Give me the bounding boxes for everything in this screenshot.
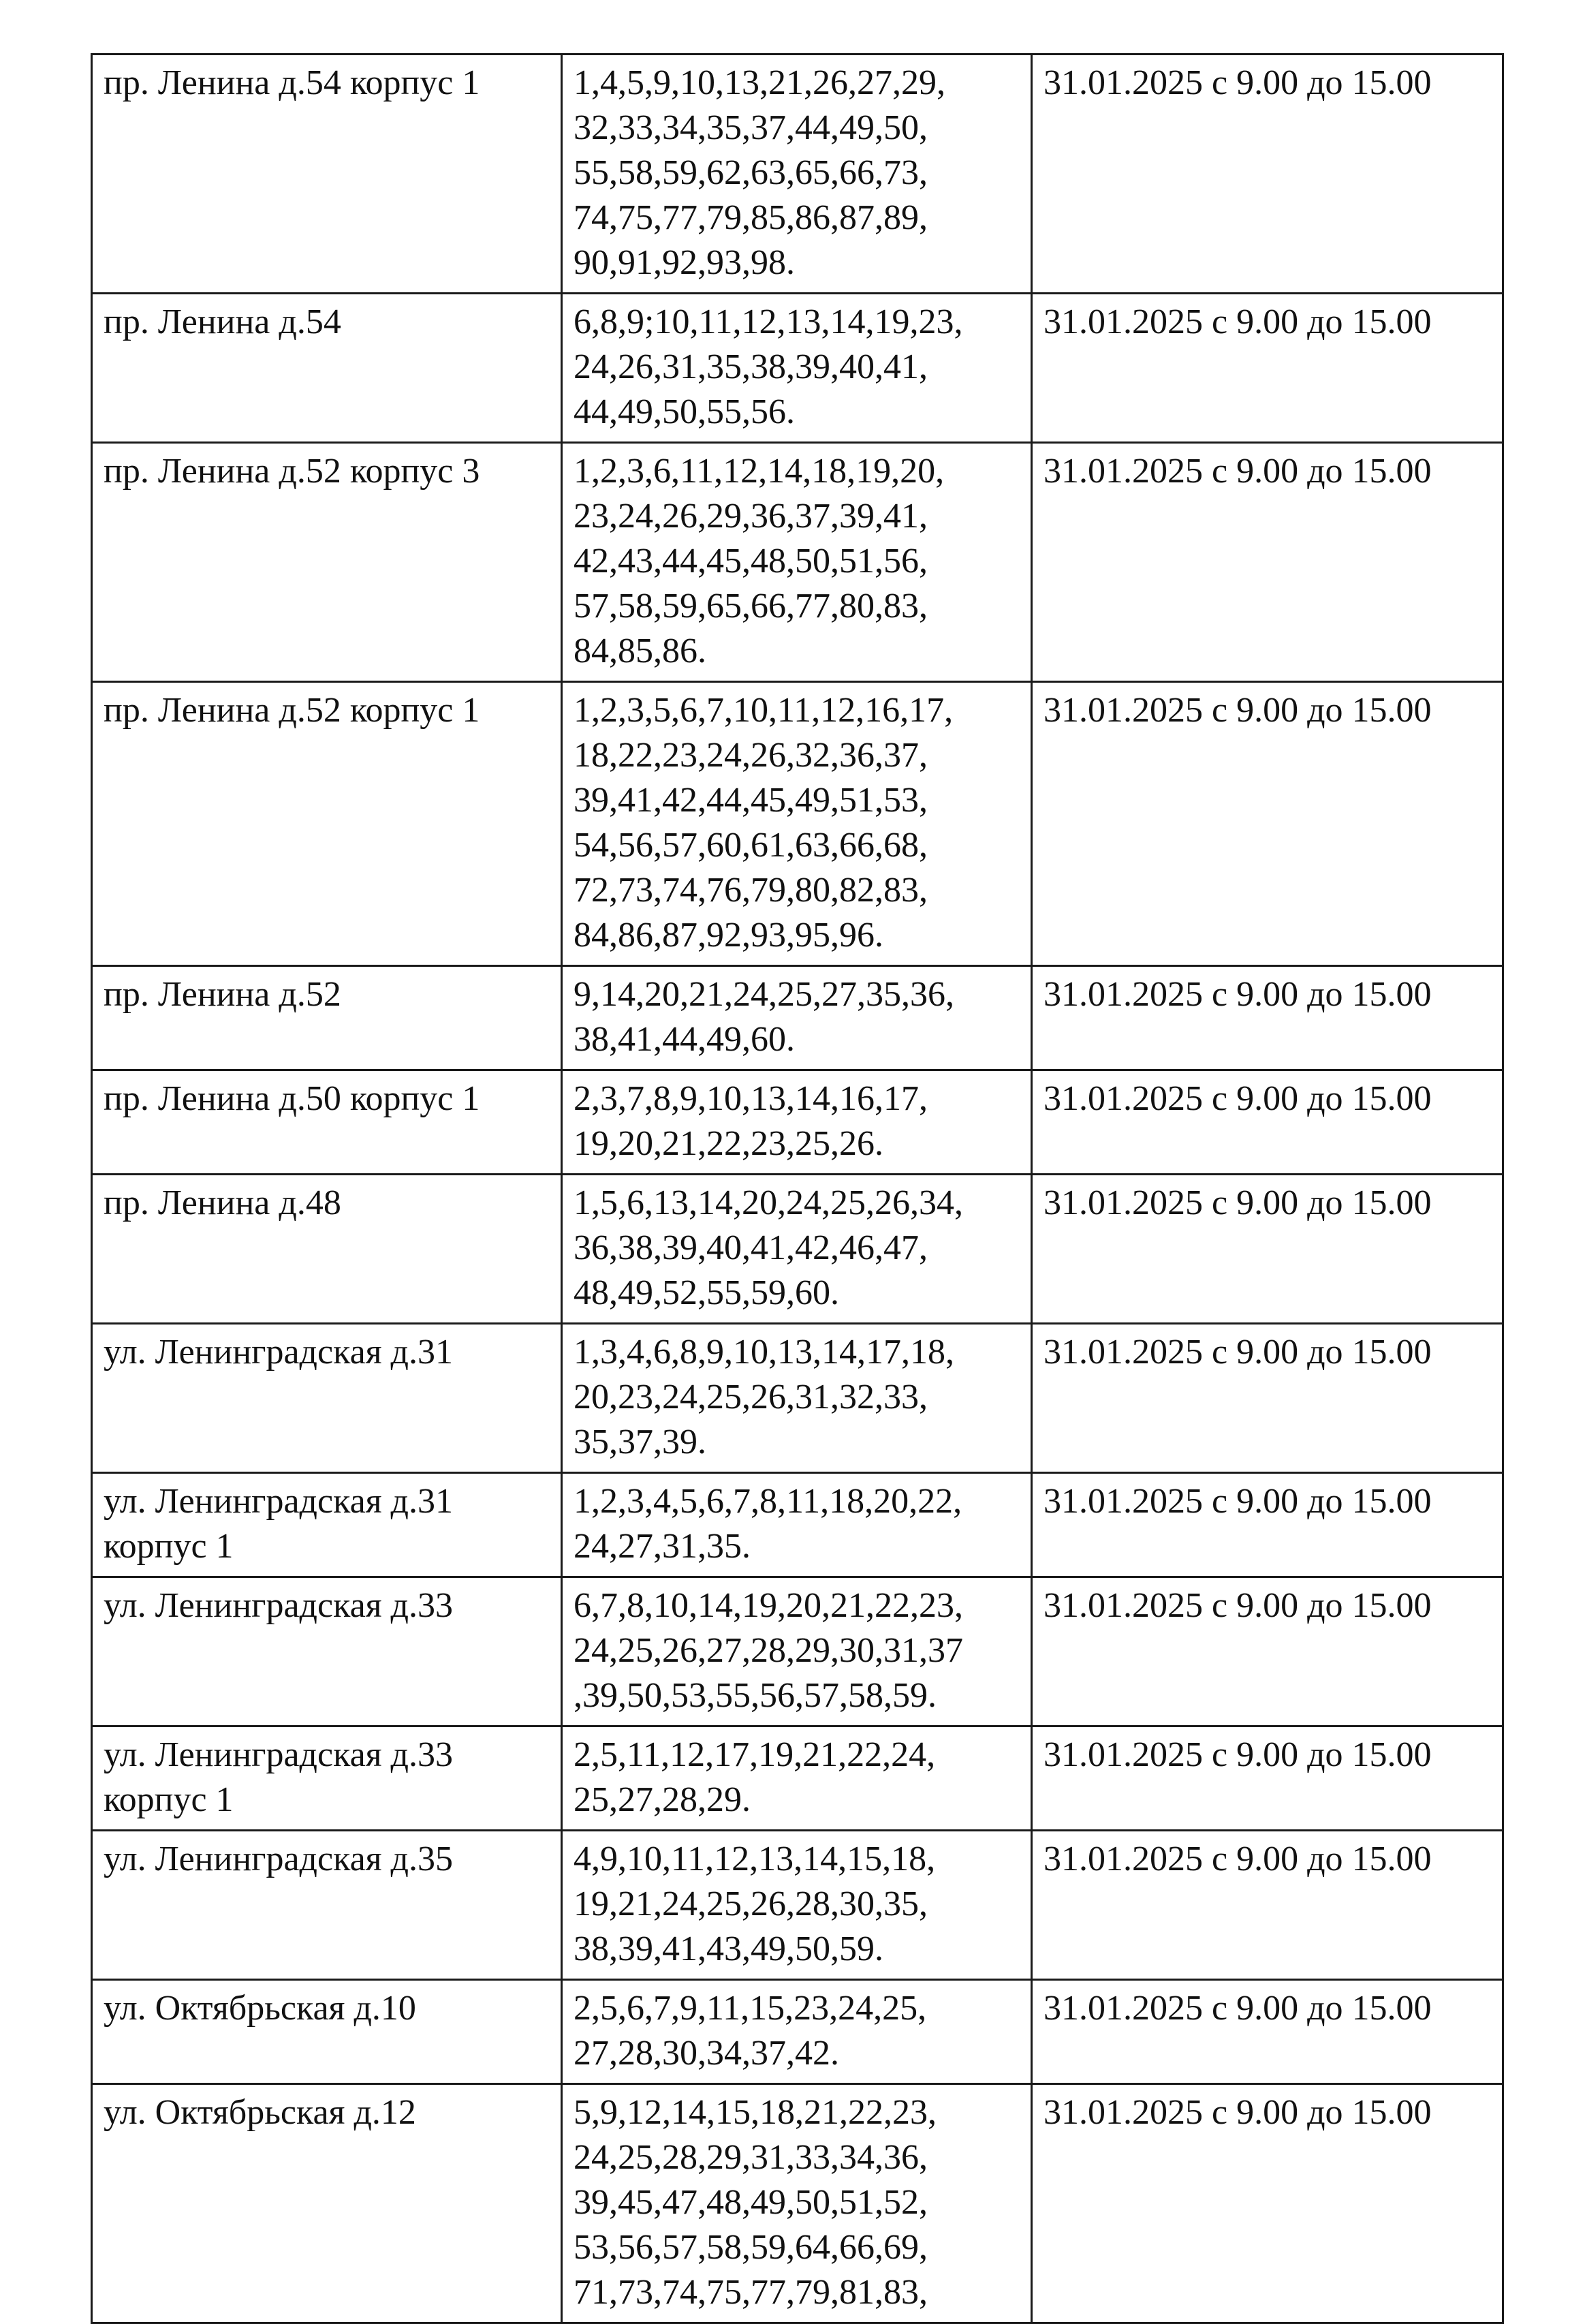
apartments-cell xyxy=(562,443,1032,682)
date-cell: 31.01.2025 с 9.00 до 15.00 xyxy=(1032,2084,1503,2323)
apartments-cell xyxy=(562,55,1032,294)
apartments-list: 2,5,11,12,17,19,21,22,24, 25,27,28,29. xyxy=(574,1735,936,1819)
apartments-cell xyxy=(562,2084,1032,2323)
address-cell: пр. Ленина д.52 корпус 1 xyxy=(92,682,562,966)
table-row xyxy=(92,1324,1503,1473)
address-cell: ул. Ленинградская д.31 корпус 1 xyxy=(92,1473,562,1577)
table-row xyxy=(92,1726,1503,1831)
address-cell: пр. Ленина д.52 корпус 3 xyxy=(92,443,562,682)
date-cell: 31.01.2025 с 9.00 до 15.00 xyxy=(1032,1577,1503,1726)
schedule-rows xyxy=(92,55,1503,2323)
apartments-list: 1,5,6,13,14,20,24,25,26,34, 36,38,39,40,41,42,46,47, 48,49,52,55,59,60. xyxy=(574,1183,963,1312)
apartments-list: 1,2,3,5,6,7,10,11,12,16,17, 18,22,23,24,26,32,36,37, 39,41,42,44,45,49,51,53, 54,56,57,60,61,63,66,68, 72,73,74,76,79,80,82,83, 84,86,87,92,93,95,96. xyxy=(574,691,954,955)
apartments-list: 6,7,8,10,14,19,20,21,22,23, 24,25,26,27,28,29,30,31,37 ,39,50,53,55,56,57,58,59. xyxy=(574,1586,963,1715)
apartments-list: 5,9,12,14,15,18,21,22,23, 24,25,28,29,31,33,34,36, 39,45,47,48,49,50,51,52, 53,56,57,58,59,64,66,69, 71,73,74,75,77,79,81,83, xyxy=(574,2093,937,2312)
table-row xyxy=(92,294,1503,443)
date-cell: 31.01.2025 с 9.00 до 15.00 xyxy=(1032,966,1503,1070)
address-cell: пр. Ленина д.48 xyxy=(92,1175,562,1324)
apartments-cell xyxy=(562,1831,1032,1980)
date-cell: 31.01.2025 с 9.00 до 15.00 xyxy=(1032,1980,1503,2084)
table-row xyxy=(92,966,1503,1070)
date-cell: 31.01.2025 с 9.00 до 15.00 xyxy=(1032,55,1503,294)
date-cell: 31.01.2025 с 9.00 до 15.00 xyxy=(1032,1473,1503,1577)
date-cell: 31.01.2025 с 9.00 до 15.00 xyxy=(1032,294,1503,443)
apartments-list: 1,2,3,6,11,12,14,18,19,20, 23,24,26,29,36,37,39,41, 42,43,44,45,48,50,51,56, 57,58,59,65,66,77,80,83, 84,85,86. xyxy=(574,452,945,670)
address-cell: ул. Ленинградская д.31 xyxy=(92,1324,562,1473)
apartments-cell xyxy=(562,294,1032,443)
apartments-cell xyxy=(562,1324,1032,1473)
apartments-cell xyxy=(562,1726,1032,1831)
table-row xyxy=(92,55,1503,294)
address-cell: ул. Октябрьская д.12 xyxy=(92,2084,562,2323)
address-cell: пр. Ленина д.52 xyxy=(92,966,562,1070)
apartments-list: 4,9,10,11,12,13,14,15,18, 19,21,24,25,26,28,30,35, 38,39,41,43,49,50,59. xyxy=(574,1840,936,1968)
apartments-list: 1,2,3,4,5,6,7,8,11,18,20,22, 24,27,31,35. xyxy=(574,1482,962,1566)
apartments-cell xyxy=(562,1577,1032,1726)
table-row xyxy=(92,682,1503,966)
table-row xyxy=(92,1831,1503,1980)
apartments-list: 1,4,5,9,10,13,21,26,27,29, 32,33,34,35,37,44,49,50, 55,58,59,62,63,65,66,73, 74,75,77,79,85,86,87,89, 90,91,92,93,98. xyxy=(574,63,945,282)
apartments-list: 2,3,7,8,9,10,13,14,16,17, 19,20,21,22,23,25,26. xyxy=(574,1079,928,1163)
table-row xyxy=(92,2084,1503,2323)
date-cell: 31.01.2025 с 9.00 до 15.00 xyxy=(1032,1831,1503,1980)
address-cell: ул. Ленинградская д.33 xyxy=(92,1577,562,1726)
address-cell: ул. Ленинградская д.33 корпус 1 xyxy=(92,1726,562,1831)
apartments-cell xyxy=(562,1175,1032,1324)
table-row xyxy=(92,1980,1503,2084)
schedule-table xyxy=(91,53,1504,2324)
address-cell: пр. Ленина д.54 xyxy=(92,294,562,443)
date-cell: 31.01.2025 с 9.00 до 15.00 xyxy=(1032,1726,1503,1831)
address-cell: пр. Ленина д.54 корпус 1 xyxy=(92,55,562,294)
apartments-list: 1,3,4,6,8,9,10,13,14,17,18, 20,23,24,25,26,31,32,33, 35,37,39. xyxy=(574,1333,954,1461)
address-cell: ул. Октябрьская д.10 xyxy=(92,1980,562,2084)
address-cell: ул. Ленинградская д.35 xyxy=(92,1831,562,1980)
date-cell: 31.01.2025 с 9.00 до 15.00 xyxy=(1032,1175,1503,1324)
apartments-list: 9,14,20,21,24,25,27,35,36, 38,41,44,49,60. xyxy=(574,975,954,1059)
table-row xyxy=(92,1070,1503,1175)
apartments-cell xyxy=(562,1980,1032,2084)
table-row xyxy=(92,1175,1503,1324)
apartments-cell xyxy=(562,1070,1032,1175)
date-cell: 31.01.2025 с 9.00 до 15.00 xyxy=(1032,682,1503,966)
apartments-cell xyxy=(562,1473,1032,1577)
date-cell: 31.01.2025 с 9.00 до 15.00 xyxy=(1032,443,1503,682)
apartments-list: 6,8,9;10,11,12,13,14,19,23, 24,26,31,35,38,39,40,41, 44,49,50,55,56. xyxy=(574,303,963,431)
table-row xyxy=(92,443,1503,682)
apartments-cell xyxy=(562,682,1032,966)
date-cell: 31.01.2025 с 9.00 до 15.00 xyxy=(1032,1070,1503,1175)
address-cell: пр. Ленина д.50 корпус 1 xyxy=(92,1070,562,1175)
table-row xyxy=(92,1577,1503,1726)
table-row xyxy=(92,1473,1503,1577)
apartments-list: 2,5,6,7,9,11,15,23,24,25, 27,28,30,34,37,42. xyxy=(574,1989,927,2073)
date-cell: 31.01.2025 с 9.00 до 15.00 xyxy=(1032,1324,1503,1473)
apartments-cell xyxy=(562,966,1032,1070)
